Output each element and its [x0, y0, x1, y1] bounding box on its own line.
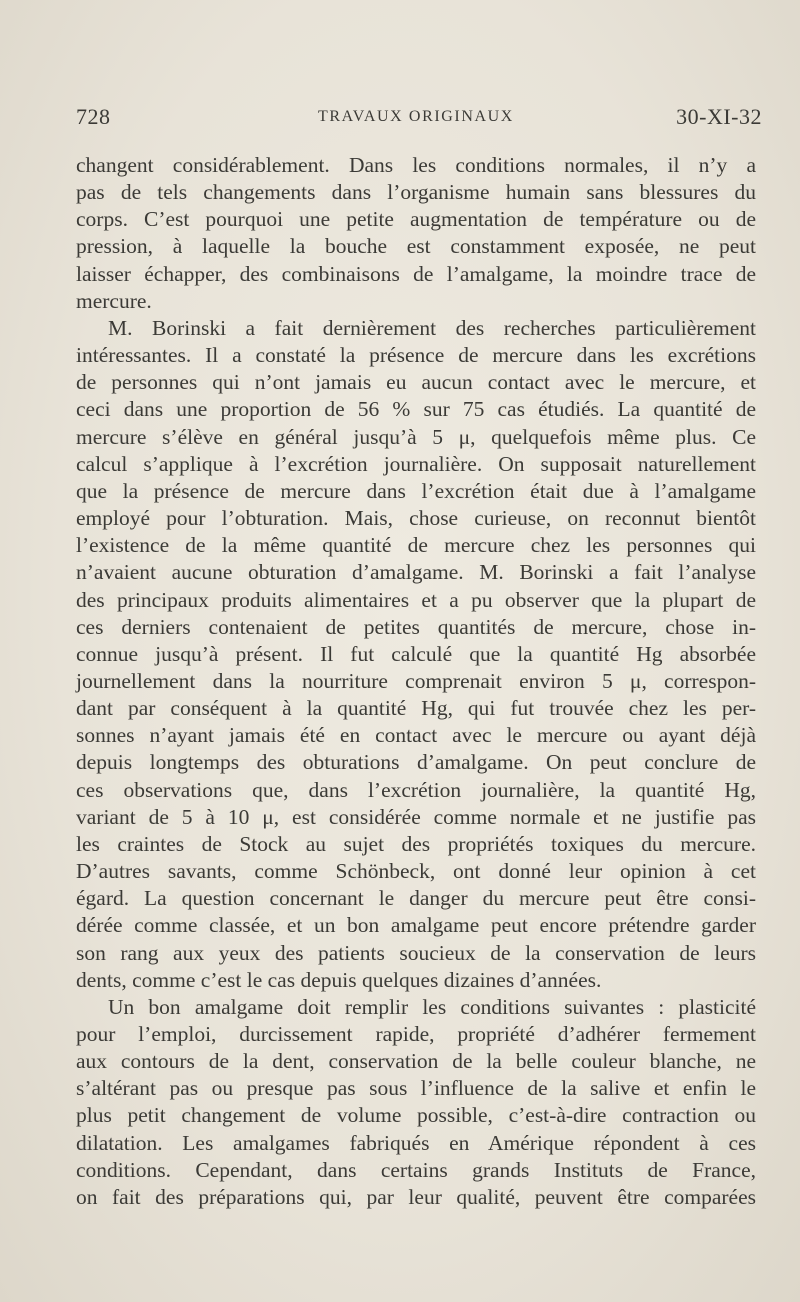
text-line: on fait des préparations qui, par leur qualité, peuvent être comparées — [76, 1184, 756, 1209]
text-line: l’existence de la même quantité de mercure chez les personnes qui — [76, 533, 756, 558]
text-line: s’altérant pas ou presque pas sous l’influence de la salive et enfin le — [76, 1076, 756, 1101]
text-line: de personnes qui n’ont jamais eu aucun contact avec le mercure, et — [76, 370, 756, 395]
running-title: TRAVAUX ORIGINAUX — [318, 108, 514, 125]
text-line: mercure. — [76, 288, 152, 313]
text-line: variant de 5 à 10 μ, est considérée comme normale et ne justifie pas — [76, 804, 756, 829]
text-line: calcul s’applique à l’excrétion journalière. On supposait naturellement — [76, 451, 756, 476]
text-line: ces observations que, dans l’excrétion journalière, la quantité Hg, — [76, 777, 756, 802]
text-line: plus petit changement de volume possible, c’est-à-dire contraction ou — [76, 1103, 756, 1128]
text-line: depuis longtemps des obturations d’amalgame. On peut conclure de — [76, 750, 756, 775]
text-line: laisser échapper, des combinaisons de l’amalgame, la moindre trace de — [76, 261, 756, 286]
running-head — [76, 104, 762, 134]
text-line: les craintes de Stock au sujet des propriétés toxiques du mercure. — [76, 831, 756, 856]
text-line: changent considérablement. Dans les conditions normales, il n’y a — [76, 153, 756, 177]
text-line: pas de tels changements dans l’organisme humain sans blessures du — [76, 180, 756, 205]
text-line: égard. La question concernant le danger du mercure peut être consi- — [76, 886, 756, 911]
text-line: sonnes n’ayant jamais été en contact avec le mercure ou ayant déjà — [76, 723, 756, 748]
text-line: que la présence de mercure dans l’excrétion était due à l’amalgame — [76, 478, 756, 503]
text-line: employé pour l’obturation. Mais, chose curieuse, on reconnut bientôt — [76, 506, 756, 531]
text-line: D’autres savants, comme Schönbeck, ont donné leur opinion à cet — [76, 859, 756, 884]
text-line: pression, à laquelle la bouche est constamment exposée, ne peut — [76, 234, 756, 259]
text-line: dérée comme classée, et un bon amalgame peut encore prétendre garder — [76, 913, 756, 938]
text-line: corps. C’est pourquoi une petite augmentation de température ou de — [76, 207, 756, 232]
text-line: conditions. Cependant, dans certains grands Instituts de France, — [76, 1157, 756, 1182]
text-line: mercure s’élève en général jusqu’à 5 μ, quelquefois même plus. Ce — [76, 424, 756, 449]
issue-date: 30-XI-32 — [676, 104, 762, 129]
text-line: dents, comme c’est le cas depuis quelques dizaines d’années. — [76, 967, 602, 992]
page-number: 728 — [76, 104, 111, 129]
text-line: pour l’emploi, durcissement rapide, propriété d’adhérer fermement — [76, 1022, 756, 1046]
text-line: dilatation. Les amalgames fabriqués en Amérique répondent à ces — [76, 1130, 756, 1155]
text-line: dant par conséquent à la quantité Hg, qui fut trouvée chez les per- — [76, 696, 756, 721]
text-line: ces derniers contenaient de petites quantités de mercure, chose in- — [76, 614, 756, 639]
text-line: son rang aux yeux des patients soucieux de la conservation de leurs — [76, 940, 756, 965]
text-line: connue jusqu’à présent. Il fut calculé que la quantité Hg absorbée — [76, 641, 756, 666]
text-line: intéressantes. Il a constaté la présence de mercure dans les excrétions — [76, 343, 756, 368]
text-line: n’avaient aucune obturation d’amalgame. M. Borinski a fait l’analyse — [76, 560, 756, 585]
text-line: M. Borinski a fait dernièrement des recherches particulièrement — [108, 315, 756, 340]
text-line: ceci dans une proportion de 56 % sur 75 cas étudiés. La quantité de — [76, 397, 756, 422]
text-line: Un bon amalgame doit remplir les conditions suivantes : plasticité — [108, 994, 756, 1019]
body-text — [76, 152, 756, 1211]
text-line: des principaux produits alimentaires et a pu observer que la plupart de — [76, 587, 756, 612]
text-line: journellement dans la nourriture comprenait environ 5 μ, correspon- — [76, 668, 756, 693]
text-line: aux contours de la dent, conservation de la belle couleur blanche, ne — [76, 1049, 756, 1074]
